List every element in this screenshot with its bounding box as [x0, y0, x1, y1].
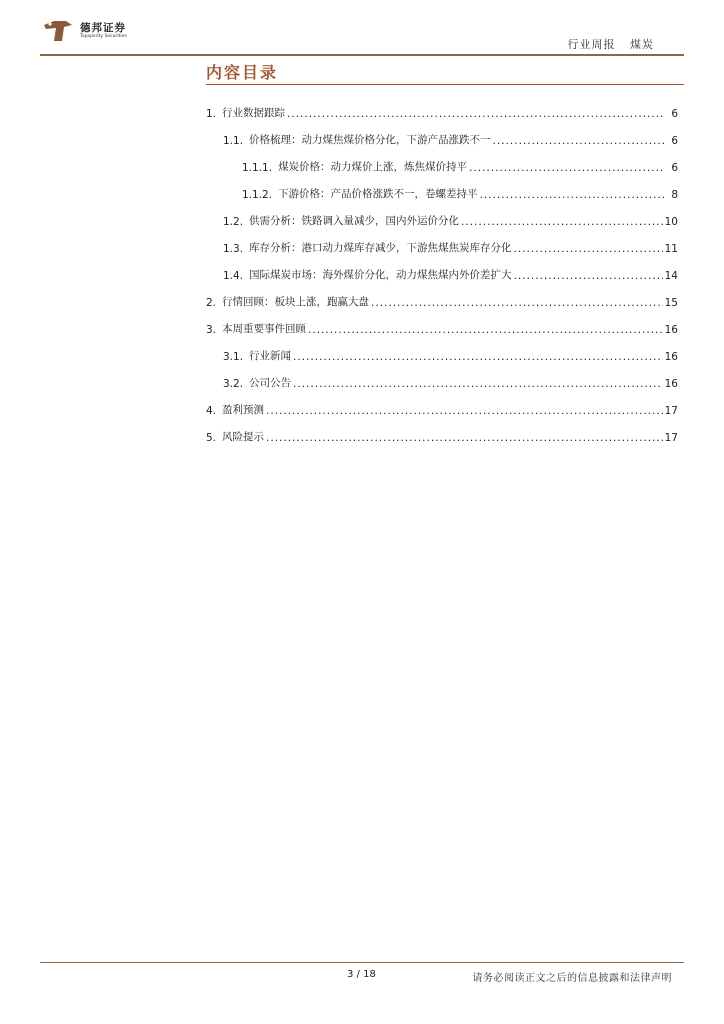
- report-header-label: [568, 36, 655, 52]
- disclaimer-note: 请务必阅读正文之后的信息披露和法律声明: [472, 973, 672, 984]
- toc-entry-page: 15: [664, 297, 678, 309]
- toc-entry-page: 8: [671, 189, 678, 201]
- toc-entry-page: 11: [664, 243, 678, 255]
- toc-leader-dots: [371, 297, 663, 309]
- toc-leader-dots: [514, 270, 663, 282]
- toc-entry-title: 行业新闻: [249, 350, 292, 362]
- toc-entry-number: 1.1.1.: [242, 162, 273, 174]
- toc-entry-number: 1.1.: [223, 135, 244, 147]
- toc-entry-title: 供需分析：铁路调入量减少，国内外运价分化: [249, 215, 460, 227]
- footer-divider: [40, 962, 684, 963]
- toc-leader-dots: [266, 405, 663, 417]
- toc-entry[interactable]: [206, 201, 678, 228]
- toc-entry-page: 6: [671, 162, 678, 174]
- toc-entry-number: 3.: [206, 324, 217, 336]
- toc-title: 内容目录: [206, 63, 279, 82]
- toc-leader-dots: [480, 189, 664, 201]
- toc-entry-number: 5.: [206, 432, 217, 444]
- toc-leader-dots: [266, 432, 663, 444]
- header-divider: [40, 54, 684, 56]
- toc-entry-page: 10: [664, 216, 678, 228]
- logo-text-en: Topsperity Securities: [80, 34, 127, 39]
- toc-entry-page: 6: [671, 135, 678, 147]
- toc-leader-dots: [308, 324, 663, 336]
- toc-entry-number: 1.: [206, 108, 217, 120]
- toc-entry-title: 行业数据跟踪: [222, 107, 286, 119]
- toc-entry-page: 17: [664, 432, 678, 444]
- toc-entry-number: 1.3.: [223, 243, 244, 255]
- toc-leader-dots: [514, 243, 663, 255]
- toc-entry-number: 4.: [206, 405, 217, 417]
- toc-leader-dots: [287, 108, 664, 120]
- toc-entry-title: 下游价格：产品价格涨跌不一，卷螺差持平: [278, 188, 478, 200]
- toc-entry[interactable]: [206, 336, 678, 363]
- toc-entry-title: 风险提示: [222, 431, 265, 443]
- toc-entry-page: 16: [664, 324, 678, 336]
- toc-entry-number: 1.4.: [223, 270, 244, 282]
- toc-entry[interactable]: [206, 255, 678, 282]
- toc-entry[interactable]: [206, 282, 678, 309]
- logo-mark-icon: [40, 15, 76, 47]
- toc-entry-page: 16: [664, 378, 678, 390]
- toc-entry-page: 6: [671, 108, 678, 120]
- toc-entry-number: 1.1.2.: [242, 189, 273, 201]
- toc-entry-title: 库存分析：港口动力煤库存减少，下游焦煤焦炭库存分化: [249, 242, 512, 254]
- toc-entry[interactable]: [206, 147, 678, 174]
- toc-leader-dots: [293, 378, 663, 390]
- toc-entry-title: 煤炭价格：动力煤价上涨，炼焦煤价持平: [278, 161, 468, 173]
- toc-entry-page: 16: [664, 351, 678, 363]
- report-sector: 煤炭: [630, 38, 654, 51]
- toc-entry-title: 价格梳理：动力煤焦煤价格分化，下游产品涨跌不一: [249, 134, 491, 146]
- toc-leader-dots: [493, 135, 664, 147]
- toc-entry-title: 盈利预测: [222, 404, 265, 416]
- toc-entry[interactable]: [206, 309, 678, 336]
- toc-entry-title: 国际煤炭市场：海外煤价分化，动力煤焦煤内外价差扩大: [249, 269, 512, 281]
- toc-entry-number: 2.: [206, 297, 217, 309]
- toc-entry-number: 1.2.: [223, 216, 244, 228]
- toc-entry-title: 本周重要事件回顾: [222, 323, 307, 335]
- toc-entry[interactable]: [206, 228, 678, 255]
- toc-entry-number: 3.2.: [223, 378, 244, 390]
- toc-entry[interactable]: [206, 120, 678, 147]
- page-number: 3 / 18: [347, 969, 376, 980]
- toc-entry-title: 行情回顾：板块上涨，跑赢大盘: [222, 296, 370, 308]
- toc-entry[interactable]: [206, 363, 678, 390]
- report-category: 行业周报: [567, 38, 616, 51]
- table-of-contents: [206, 93, 678, 444]
- toc-title-underline: [206, 84, 684, 85]
- toc-leader-dots: [293, 351, 663, 363]
- toc-entry[interactable]: [206, 93, 678, 120]
- toc-entry[interactable]: [206, 174, 678, 201]
- toc-entry-page: 14: [664, 270, 678, 282]
- company-logo: [40, 14, 150, 48]
- toc-leader-dots: [469, 162, 664, 174]
- toc-entry[interactable]: [206, 390, 678, 417]
- toc-entry[interactable]: [206, 417, 678, 444]
- toc-entry-page: 17: [664, 405, 678, 417]
- toc-entry-title: 公司公告: [249, 377, 292, 389]
- toc-entry-number: 3.1.: [223, 351, 244, 363]
- logo-text-cn: 德邦证券: [80, 22, 126, 34]
- toc-leader-dots: [461, 216, 663, 228]
